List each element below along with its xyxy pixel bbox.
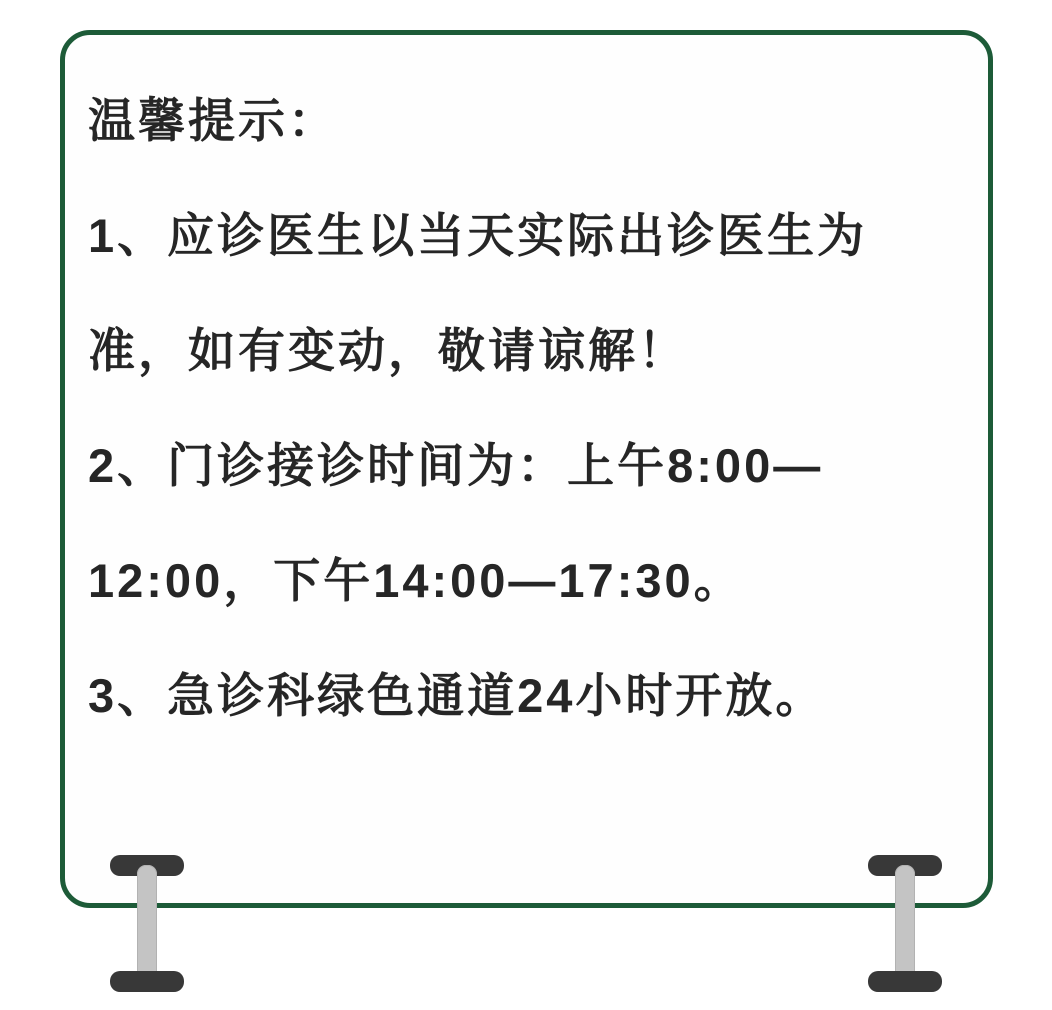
notice-line: 1、应诊医生以当天实际出诊医生为 xyxy=(88,209,868,262)
left-stand-leg xyxy=(110,855,184,992)
leg-pole xyxy=(137,865,157,983)
notice-line: 准，如有变动，敬请谅解！ xyxy=(88,324,688,377)
leg-bottom-cap xyxy=(110,971,184,992)
notice-line: 3、急诊科绿色通道24小时开放。 xyxy=(88,669,826,722)
notice-line: 2、门诊接诊时间为：上午8:00— xyxy=(88,439,824,492)
right-stand-leg xyxy=(868,855,942,992)
notice-text-block xyxy=(88,60,867,750)
leg-bottom-cap xyxy=(868,971,942,992)
leg-pole xyxy=(895,865,915,983)
notice-line: 12:00，下午14:00—17:30。 xyxy=(88,554,744,607)
notice-title: 温馨提示： xyxy=(88,94,338,147)
